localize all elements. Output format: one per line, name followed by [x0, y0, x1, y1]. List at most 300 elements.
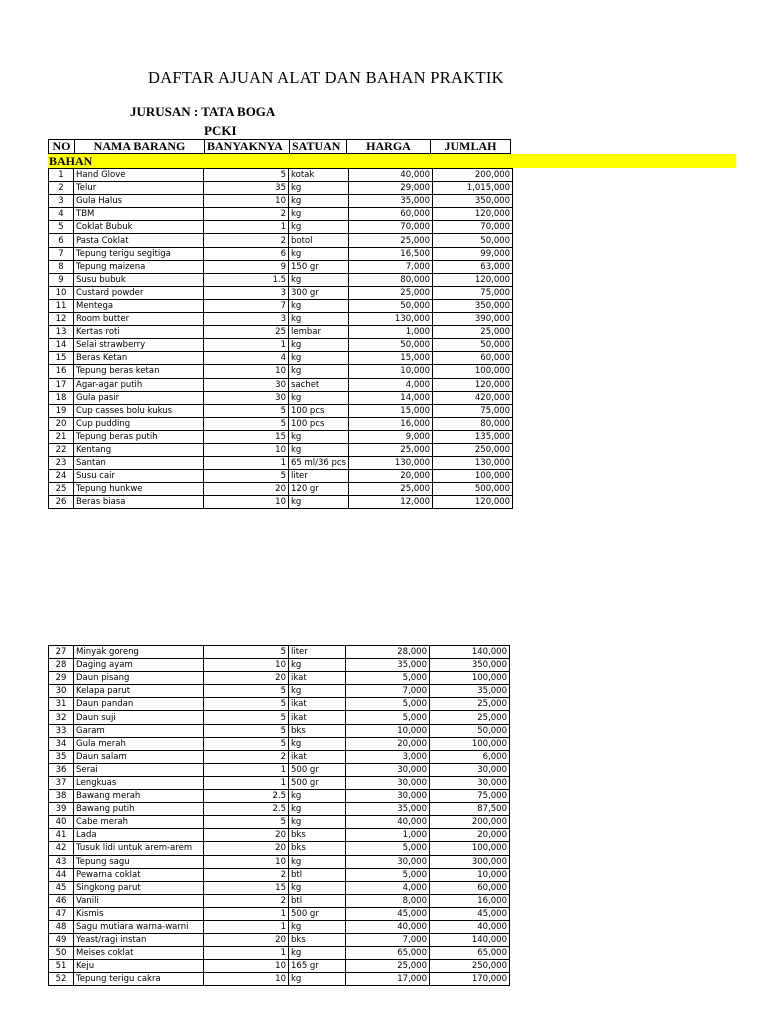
- cell-no: 34: [49, 737, 74, 750]
- table-row: [49, 457, 513, 470]
- table-row: [49, 973, 510, 986]
- cell-harga: 15,000: [349, 352, 433, 365]
- cell-banyaknya: 5: [204, 470, 289, 483]
- cell-no: 5: [49, 221, 74, 234]
- cell-no: 7: [49, 247, 74, 260]
- cell-jumlah: 250,000: [433, 443, 513, 456]
- table-row: [49, 260, 513, 273]
- cell-banyaknya: 15: [204, 430, 289, 443]
- table-row: [49, 221, 513, 234]
- cell-no: 40: [49, 816, 74, 829]
- cell-jumlah: 250,000: [430, 960, 510, 973]
- cell-harga: 15,000: [349, 404, 433, 417]
- cell-satuan: kg: [289, 182, 349, 195]
- cell-banyaknya: 10: [204, 960, 289, 973]
- cell-banyaknya: 15: [204, 881, 289, 894]
- cell-satuan: kg: [289, 790, 346, 803]
- cell-harga: 5,000: [346, 711, 430, 724]
- cell-nama-barang: Tepung beras ketan: [74, 365, 204, 378]
- cell-satuan: ikat: [289, 672, 346, 685]
- cell-satuan: ikat: [289, 711, 346, 724]
- cell-banyaknya: 2: [204, 234, 289, 247]
- cell-satuan: kg: [289, 443, 349, 456]
- cell-jumlah: 20,000: [430, 829, 510, 842]
- table-row: [49, 659, 510, 672]
- cell-jumlah: 10,000: [430, 868, 510, 881]
- table-row: [49, 672, 510, 685]
- cell-jumlah: 16,000: [430, 894, 510, 907]
- cell-jumlah: 100,000: [430, 842, 510, 855]
- cell-harga: 10,000: [346, 724, 430, 737]
- cell-harga: 50,000: [349, 339, 433, 352]
- cell-jumlah: 25,000: [430, 698, 510, 711]
- cell-no: 23: [49, 457, 74, 470]
- cell-banyaknya: 5: [204, 417, 289, 430]
- cell-satuan: kg: [289, 881, 346, 894]
- cell-nama-barang: Kentang: [74, 443, 204, 456]
- cell-nama-barang: Daging ayam: [74, 659, 204, 672]
- cell-banyaknya: 1: [204, 920, 289, 933]
- cell-no: 51: [49, 960, 74, 973]
- cell-harga: 130,000: [349, 313, 433, 326]
- cell-satuan: 120 gr: [289, 483, 349, 496]
- cell-jumlah: 350,000: [433, 195, 513, 208]
- cell-jumlah: 50,000: [430, 724, 510, 737]
- cell-banyaknya: 3: [204, 313, 289, 326]
- cell-banyaknya: 20: [204, 934, 289, 947]
- cell-nama-barang: Lada: [74, 829, 204, 842]
- cell-harga: 30,000: [346, 776, 430, 789]
- cell-harga: 7,000: [346, 685, 430, 698]
- cell-harga: 4,000: [346, 881, 430, 894]
- department-line: JURUSAN : TATA BOGA: [130, 104, 276, 119]
- cell-no: 15: [49, 352, 74, 365]
- cell-satuan: kg: [289, 973, 346, 986]
- cell-satuan: ikat: [289, 750, 346, 763]
- cell-harga: 17,000: [346, 973, 430, 986]
- cell-jumlah: 500,000: [433, 483, 513, 496]
- table-row: [49, 391, 513, 404]
- cell-banyaknya: 10: [204, 973, 289, 986]
- table-row: [49, 326, 513, 339]
- cell-satuan: kg: [289, 803, 346, 816]
- cell-jumlah: 75,000: [433, 404, 513, 417]
- cell-satuan: bks: [289, 724, 346, 737]
- cell-banyaknya: 2: [204, 750, 289, 763]
- cell-nama-barang: Meises coklat: [74, 947, 204, 960]
- cell-harga: 35,000: [346, 803, 430, 816]
- cell-banyaknya: 1: [204, 763, 289, 776]
- cell-jumlah: 120,000: [433, 496, 513, 509]
- cell-banyaknya: 1: [204, 457, 289, 470]
- cell-satuan: botol: [289, 234, 349, 247]
- cell-harga: 14,000: [349, 391, 433, 404]
- cell-nama-barang: Garam: [74, 724, 204, 737]
- cell-no: 11: [49, 299, 74, 312]
- cell-banyaknya: 5: [204, 685, 289, 698]
- cell-harga: 35,000: [346, 659, 430, 672]
- cell-banyaknya: 1: [204, 776, 289, 789]
- cell-nama-barang: Tepung sagu: [74, 855, 204, 868]
- cell-nama-barang: Selai strawberry: [74, 339, 204, 352]
- cell-jumlah: 130,000: [433, 457, 513, 470]
- cell-no: 45: [49, 881, 74, 894]
- cell-satuan: 165 gr: [289, 960, 346, 973]
- table-row: [49, 803, 510, 816]
- cell-satuan: kg: [289, 685, 346, 698]
- cell-satuan: sachet: [289, 378, 349, 391]
- cell-nama-barang: Beras Ketan: [74, 352, 204, 365]
- cell-nama-barang: Daun suji: [74, 711, 204, 724]
- cell-harga: 12,000: [349, 496, 433, 509]
- cell-no: 39: [49, 803, 74, 816]
- cell-nama-barang: Vanili: [74, 894, 204, 907]
- cell-banyaknya: 6: [204, 247, 289, 260]
- cell-satuan: kg: [289, 221, 349, 234]
- table-row: [49, 724, 510, 737]
- cell-banyaknya: 4: [204, 352, 289, 365]
- cell-nama-barang: Tepung maizena: [74, 260, 204, 273]
- cell-jumlah: 100,000: [433, 365, 513, 378]
- cell-jumlah: 50,000: [433, 339, 513, 352]
- cell-no: 37: [49, 776, 74, 789]
- cell-jumlah: 30,000: [430, 763, 510, 776]
- cell-banyaknya: 5: [204, 169, 289, 182]
- cell-satuan: ikat: [289, 698, 346, 711]
- cell-nama-barang: Kertas roti: [74, 326, 204, 339]
- cell-harga: 3,000: [346, 750, 430, 763]
- table-row: [49, 842, 510, 855]
- cell-banyaknya: 1: [204, 907, 289, 920]
- cell-nama-barang: Custard powder: [74, 286, 204, 299]
- table-row: [49, 947, 510, 960]
- table-row: [49, 685, 510, 698]
- table-row: [49, 816, 510, 829]
- cell-nama-barang: Daun pisang: [74, 672, 204, 685]
- cell-nama-barang: Cup pudding: [74, 417, 204, 430]
- cell-harga: 65,000: [346, 947, 430, 960]
- cell-banyaknya: 1.5: [204, 273, 289, 286]
- cell-no: 12: [49, 313, 74, 326]
- cell-nama-barang: TBM: [74, 208, 204, 221]
- cell-banyaknya: 1: [204, 339, 289, 352]
- cell-banyaknya: 10: [204, 496, 289, 509]
- cell-satuan: kg: [289, 352, 349, 365]
- cell-harga: 25,000: [349, 286, 433, 299]
- table-row: [49, 881, 510, 894]
- cell-banyaknya: 30: [204, 378, 289, 391]
- cell-no: 10: [49, 286, 74, 299]
- cell-banyaknya: 2.5: [204, 790, 289, 803]
- cell-no: 49: [49, 934, 74, 947]
- cell-satuan: 100 pcs: [289, 404, 349, 417]
- table-row: [49, 934, 510, 947]
- cell-harga: 29,000: [349, 182, 433, 195]
- cell-nama-barang: Tepung terigu cakra: [74, 973, 204, 986]
- cell-harga: 28,000: [346, 646, 430, 659]
- table-row: [49, 776, 510, 789]
- cell-jumlah: 35,000: [430, 685, 510, 698]
- cell-nama-barang: Kelapa parut: [74, 685, 204, 698]
- cell-harga: 30,000: [346, 763, 430, 776]
- program-line: PCKI: [204, 123, 237, 138]
- cell-nama-barang: Mentega: [74, 299, 204, 312]
- cell-satuan: kg: [289, 496, 349, 509]
- cell-jumlah: 120,000: [433, 208, 513, 221]
- cell-harga: 130,000: [349, 457, 433, 470]
- cell-nama-barang: Tepung terigu segitiga: [74, 247, 204, 260]
- table-row: [49, 247, 513, 260]
- cell-satuan: kg: [289, 920, 346, 933]
- cell-jumlah: 70,000: [433, 221, 513, 234]
- cell-no: 52: [49, 973, 74, 986]
- cell-banyaknya: 35: [204, 182, 289, 195]
- cell-harga: 7,000: [349, 260, 433, 273]
- cell-banyaknya: 10: [204, 659, 289, 672]
- cell-nama-barang: Gula pasir: [74, 391, 204, 404]
- cell-banyaknya: 10: [204, 365, 289, 378]
- cell-harga: 50,000: [349, 299, 433, 312]
- cell-no: 18: [49, 391, 74, 404]
- table-row: [49, 483, 513, 496]
- cell-jumlah: 1,015,000: [433, 182, 513, 195]
- table-row: [49, 365, 513, 378]
- items-table-1: [48, 168, 513, 509]
- cell-satuan: kg: [289, 339, 349, 352]
- cell-no: 24: [49, 470, 74, 483]
- cell-banyaknya: 20: [204, 483, 289, 496]
- cell-harga: 40,000: [346, 816, 430, 829]
- table-row: [49, 352, 513, 365]
- cell-banyaknya: 5: [204, 724, 289, 737]
- table-row: [49, 443, 513, 456]
- table-row: [49, 182, 513, 195]
- cell-banyaknya: 5: [204, 711, 289, 724]
- cell-jumlah: 60,000: [430, 881, 510, 894]
- cell-harga: 45,000: [346, 907, 430, 920]
- cell-satuan: 500 gr: [289, 907, 346, 920]
- cell-no: 33: [49, 724, 74, 737]
- items-table-2: [48, 645, 510, 986]
- cell-no: 22: [49, 443, 74, 456]
- cell-banyaknya: 5: [204, 816, 289, 829]
- cell-banyaknya: 2.5: [204, 803, 289, 816]
- table-row: [49, 829, 510, 842]
- cell-harga: 20,000: [346, 737, 430, 750]
- cell-jumlah: 50,000: [433, 234, 513, 247]
- cell-jumlah: 350,000: [433, 299, 513, 312]
- cell-banyaknya: 10: [204, 443, 289, 456]
- cell-harga: 30,000: [346, 855, 430, 868]
- cell-banyaknya: 5: [204, 404, 289, 417]
- table-header: [48, 139, 511, 154]
- cell-no: 9: [49, 273, 74, 286]
- cell-harga: 5,000: [346, 868, 430, 881]
- cell-banyaknya: 20: [204, 842, 289, 855]
- cell-no: 21: [49, 430, 74, 443]
- cell-harga: 60,000: [349, 208, 433, 221]
- document-title: DAFTAR AJUAN ALAT DAN BAHAN PRAKTIK: [148, 68, 504, 87]
- table-row: [49, 299, 513, 312]
- cell-no: 16: [49, 365, 74, 378]
- table-row: [49, 711, 510, 724]
- cell-no: 29: [49, 672, 74, 685]
- cell-satuan: liter: [289, 646, 346, 659]
- cell-nama-barang: Cup casses bolu kukus: [74, 404, 204, 417]
- header-harga: HARGA: [346, 140, 430, 153]
- cell-no: 2: [49, 182, 74, 195]
- cell-harga: 40,000: [346, 920, 430, 933]
- cell-harga: 1,000: [349, 326, 433, 339]
- cell-harga: 20,000: [349, 470, 433, 483]
- cell-jumlah: 25,000: [433, 326, 513, 339]
- cell-nama-barang: Bawang putih: [74, 803, 204, 816]
- cell-banyaknya: 5: [204, 646, 289, 659]
- cell-nama-barang: Sagu mutiara warna-warni: [74, 920, 204, 933]
- cell-satuan: btl: [289, 868, 346, 881]
- cell-satuan: kg: [289, 430, 349, 443]
- cell-banyaknya: 3: [204, 286, 289, 299]
- cell-nama-barang: Daun pandan: [74, 698, 204, 711]
- cell-harga: 10,000: [349, 365, 433, 378]
- cell-jumlah: 65,000: [430, 947, 510, 960]
- cell-banyaknya: 25: [204, 326, 289, 339]
- cell-no: 3: [49, 195, 74, 208]
- table-row: [49, 894, 510, 907]
- cell-nama-barang: Pewarna coklat: [74, 868, 204, 881]
- cell-nama-barang: Agar-agar putih: [74, 378, 204, 391]
- cell-satuan: 100 pcs: [289, 417, 349, 430]
- cell-no: 41: [49, 829, 74, 842]
- cell-nama-barang: Keju: [74, 960, 204, 973]
- cell-jumlah: 100,000: [430, 737, 510, 750]
- cell-satuan: btl: [289, 894, 346, 907]
- cell-jumlah: 6,000: [430, 750, 510, 763]
- cell-no: 36: [49, 763, 74, 776]
- cell-harga: 40,000: [349, 169, 433, 182]
- cell-no: 46: [49, 894, 74, 907]
- cell-satuan: kg: [289, 947, 346, 960]
- cell-jumlah: 63,000: [433, 260, 513, 273]
- header-satuan: SATUAN: [289, 140, 346, 153]
- cell-jumlah: 390,000: [433, 313, 513, 326]
- cell-harga: 16,500: [349, 247, 433, 260]
- table-row: [49, 286, 513, 299]
- header-no: NO: [52, 140, 71, 153]
- cell-jumlah: 100,000: [433, 470, 513, 483]
- cell-no: 13: [49, 326, 74, 339]
- cell-harga: 25,000: [346, 960, 430, 973]
- cell-nama-barang: Serai: [74, 763, 204, 776]
- cell-satuan: kg: [289, 737, 346, 750]
- table-row: [49, 169, 513, 182]
- cell-jumlah: 45,000: [430, 907, 510, 920]
- cell-nama-barang: Tusuk lidi untuk arem-arem: [74, 842, 204, 855]
- table-row: [49, 234, 513, 247]
- table-row: [49, 313, 513, 326]
- cell-no: 43: [49, 855, 74, 868]
- cell-nama-barang: Daun salam: [74, 750, 204, 763]
- cell-no: 48: [49, 920, 74, 933]
- cell-jumlah: 60,000: [433, 352, 513, 365]
- cell-harga: 5,000: [346, 672, 430, 685]
- cell-harga: 4,000: [349, 378, 433, 391]
- cell-banyaknya: 1: [204, 947, 289, 960]
- cell-banyaknya: 10: [204, 195, 289, 208]
- cell-satuan: kotak: [289, 169, 349, 182]
- cell-satuan: kg: [289, 195, 349, 208]
- cell-satuan: lembar: [289, 326, 349, 339]
- cell-no: 32: [49, 711, 74, 724]
- header-banyaknya: BANYAKNYA: [204, 140, 289, 153]
- cell-jumlah: 80,000: [433, 417, 513, 430]
- cell-no: 25: [49, 483, 74, 496]
- table-row: [49, 208, 513, 221]
- cell-satuan: 500 gr: [289, 763, 346, 776]
- cell-no: 8: [49, 260, 74, 273]
- header-nama-barang: NAMA BARANG: [74, 140, 204, 153]
- cell-jumlah: 100,000: [430, 672, 510, 685]
- cell-nama-barang: Gula merah: [74, 737, 204, 750]
- cell-nama-barang: Minyak goreng: [74, 646, 204, 659]
- cell-satuan: bks: [289, 842, 346, 855]
- cell-no: 26: [49, 496, 74, 509]
- table-row: [49, 750, 510, 763]
- cell-banyaknya: 5: [204, 698, 289, 711]
- cell-harga: 5,000: [346, 842, 430, 855]
- cell-banyaknya: 2: [204, 208, 289, 221]
- cell-banyaknya: 10: [204, 855, 289, 868]
- cell-no: 20: [49, 417, 74, 430]
- cell-harga: 7,000: [346, 934, 430, 947]
- cell-harga: 25,000: [349, 483, 433, 496]
- table-row: [49, 907, 510, 920]
- cell-harga: 9,000: [349, 430, 433, 443]
- cell-jumlah: 300,000: [430, 855, 510, 868]
- cell-no: 42: [49, 842, 74, 855]
- cell-no: 50: [49, 947, 74, 960]
- header-jumlah: JUMLAH: [430, 140, 510, 153]
- cell-no: 4: [49, 208, 74, 221]
- table-row: [49, 470, 513, 483]
- cell-jumlah: 420,000: [433, 391, 513, 404]
- cell-banyaknya: 2: [204, 868, 289, 881]
- cell-satuan: kg: [289, 391, 349, 404]
- cell-nama-barang: Susu cair: [74, 470, 204, 483]
- cell-nama-barang: Beras biasa: [74, 496, 204, 509]
- cell-nama-barang: Tepung hunkwe: [74, 483, 204, 496]
- cell-satuan: kg: [289, 208, 349, 221]
- cell-no: 27: [49, 646, 74, 659]
- cell-no: 28: [49, 659, 74, 672]
- table-row: [49, 698, 510, 711]
- cell-jumlah: 350,000: [430, 659, 510, 672]
- cell-no: 14: [49, 339, 74, 352]
- cell-jumlah: 135,000: [433, 430, 513, 443]
- cell-jumlah: 140,000: [430, 934, 510, 947]
- cell-satuan: kg: [289, 247, 349, 260]
- cell-nama-barang: Susu bubuk: [74, 273, 204, 286]
- cell-jumlah: 120,000: [433, 378, 513, 391]
- cell-nama-barang: Gula Halus: [74, 195, 204, 208]
- cell-satuan: kg: [289, 299, 349, 312]
- table-row: [49, 404, 513, 417]
- cell-no: 47: [49, 907, 74, 920]
- section-band-bahan: [48, 154, 736, 168]
- cell-nama-barang: Kismis: [74, 907, 204, 920]
- table-row: [49, 496, 513, 509]
- table-row: [49, 763, 510, 776]
